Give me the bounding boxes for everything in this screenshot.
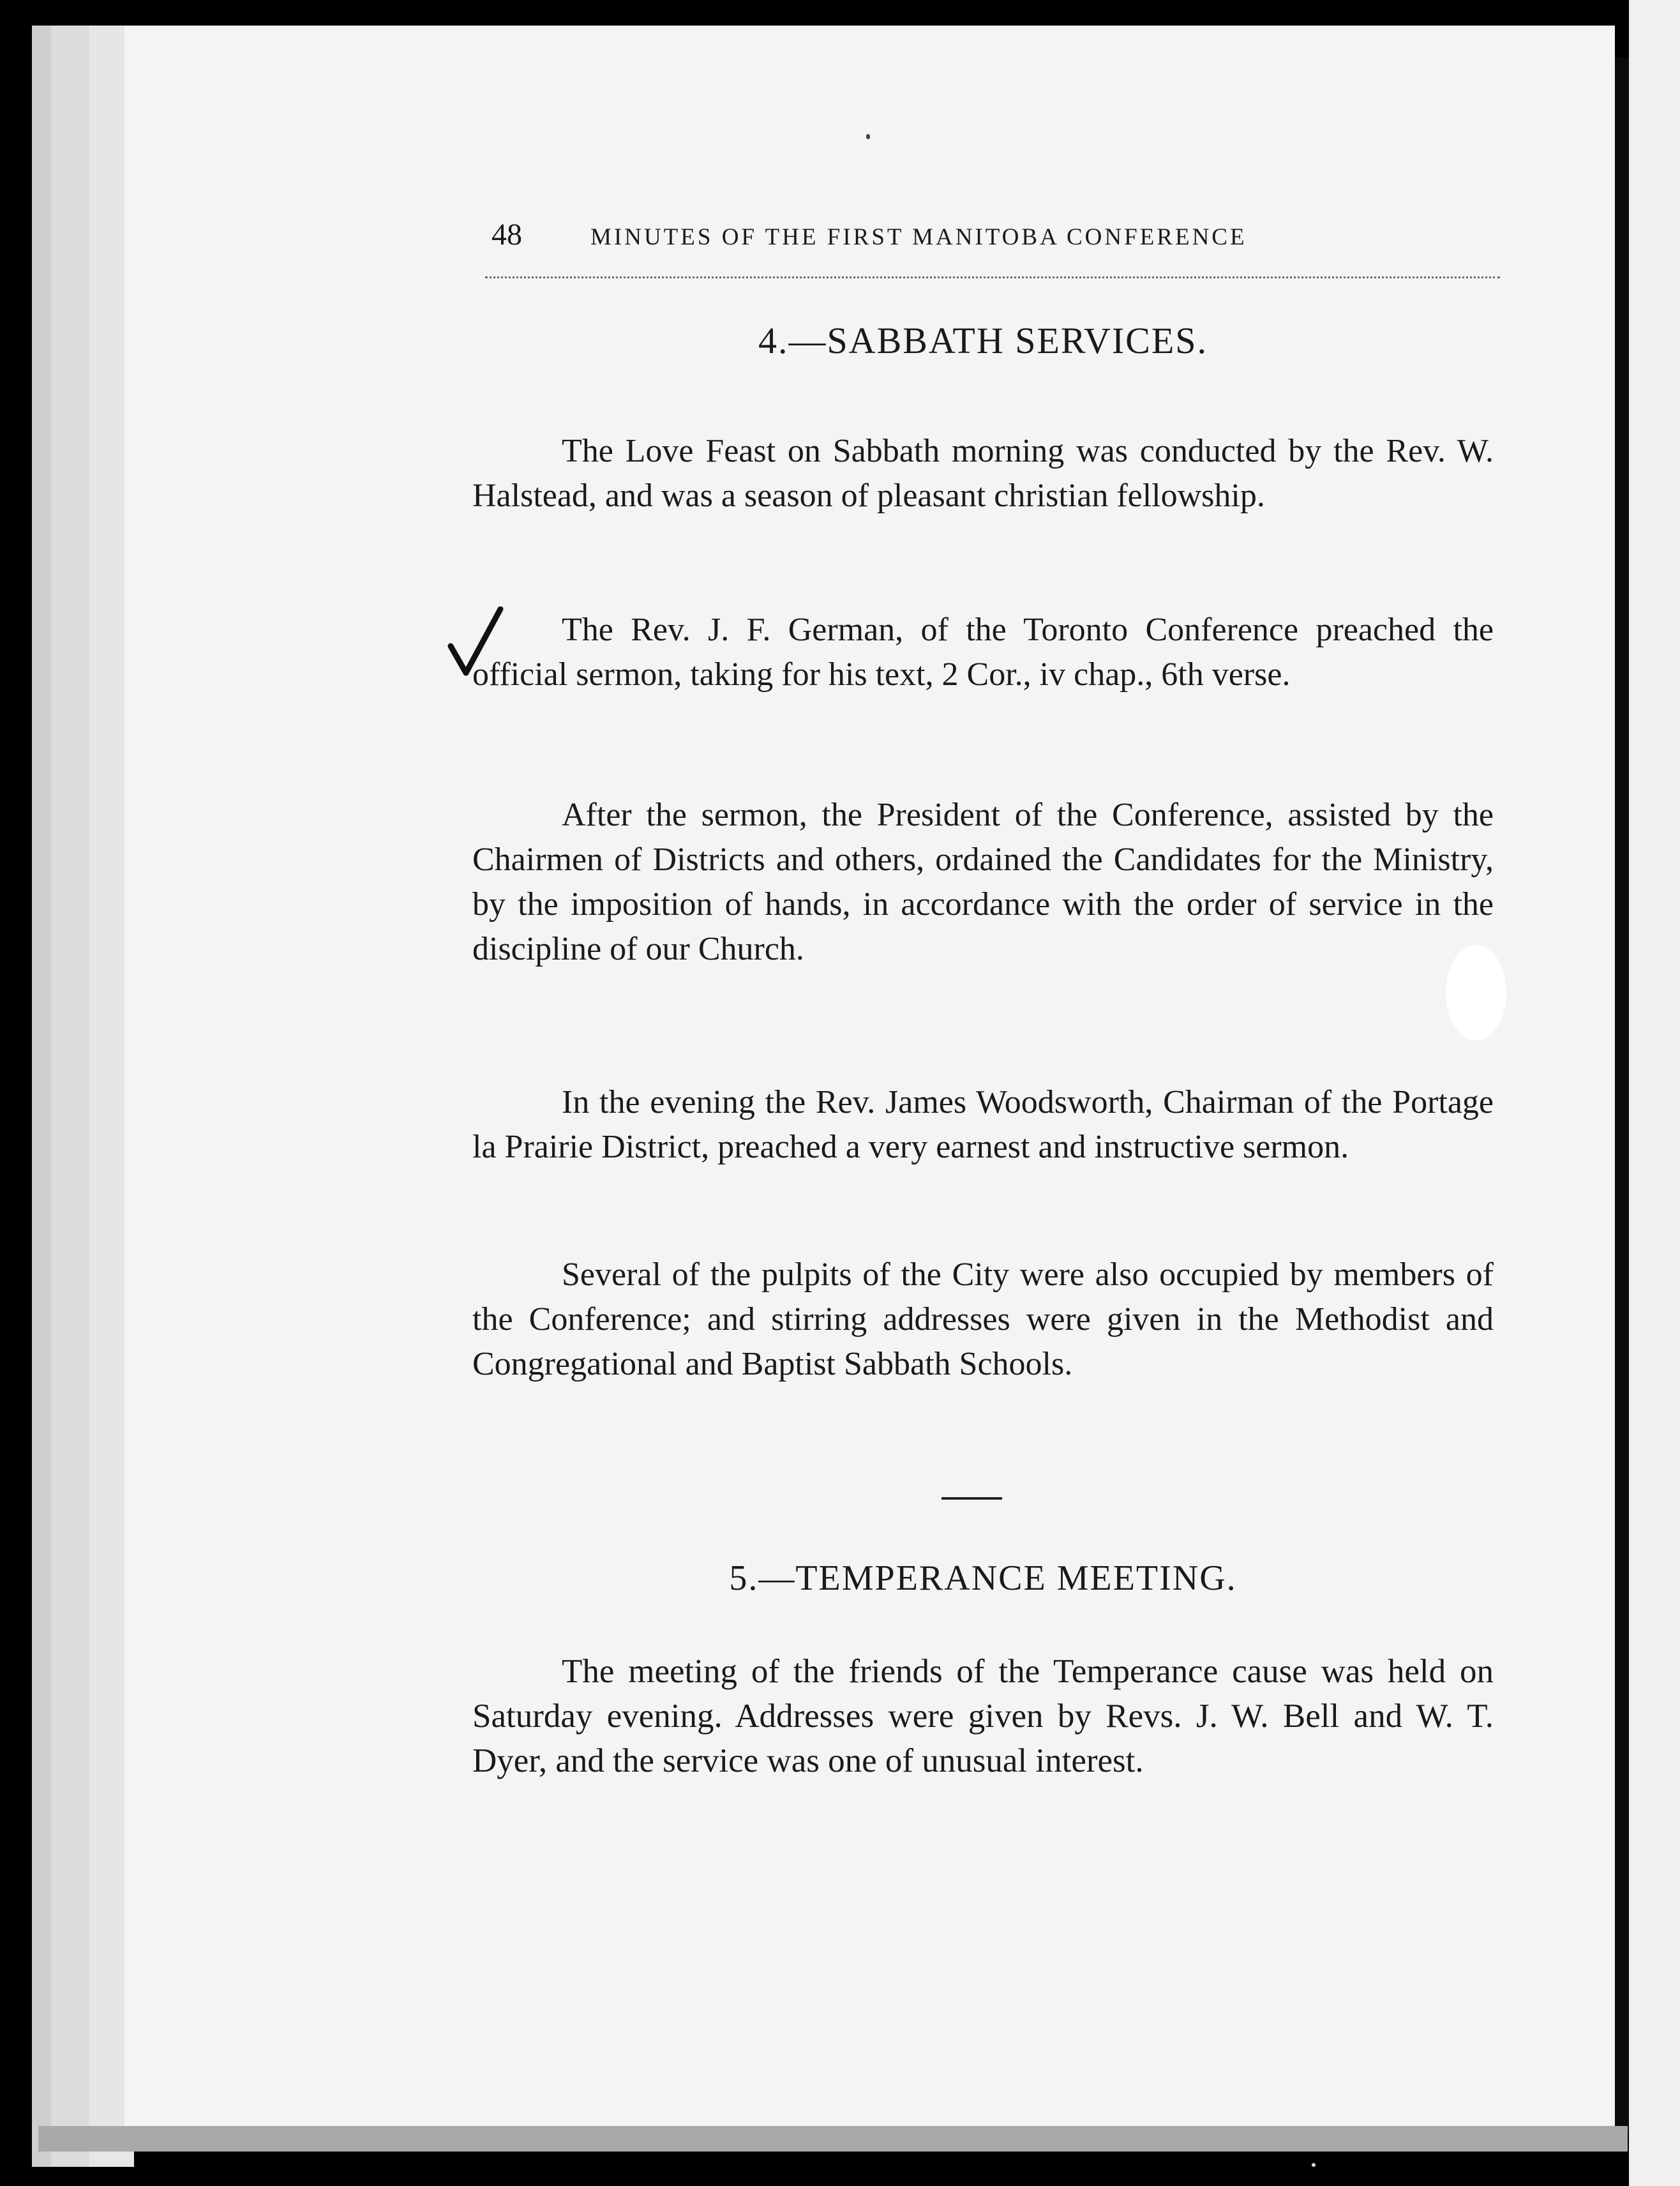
page-gutter-shadow (1615, 57, 1629, 2132)
paragraph: The Rev. J. F. German, of the Toronto Conference preached the official sermon, taking for his text, 2 Cor., iv chap., 6th verse. (472, 612, 1494, 693)
paragraph: After the sermon, the President of the Conference, assisted by the Chairmen of Districts and others, ordained the Candidates for the Ministry, by the imposition of hands, in accordance with the order of service in the discipline of our Church. (472, 797, 1494, 967)
adjacent-page-edge (1629, 0, 1680, 2186)
paragraph: The Love Feast on Sabbath morning was conducted by the Rev. W. Halstead, and was a season of pleasant christian fellowship. (472, 433, 1494, 514)
paragraph: Several of the pulpits of the City were also occupied by members of the Conference; and stirring addresses were given in the Methodist and Congregational and Baptist Sabbath Schools. (472, 1256, 1494, 1382)
check-mark-icon (447, 607, 504, 677)
paper-damage-hole (1446, 945, 1506, 1041)
header-rule (485, 276, 1500, 278)
scan-speck (1312, 2163, 1316, 2167)
page-number: 48 (491, 218, 522, 252)
page-bottom-shadow (38, 2126, 1628, 2152)
section-heading-temperance-meeting: 5.—TEMPERANCE MEETING. (729, 1558, 1237, 1598)
paragraph: In the evening the Rev. James Woodsworth, Chairman of the Portage la Prairie District, preached a very earnest and instructive sermon. (472, 1084, 1494, 1165)
running-title: MINUTES OF THE FIRST MANITOBA CONFERENCE (590, 224, 1247, 250)
scan-speck (866, 134, 870, 139)
paragraph: The meeting of the friends of the Temperance cause was held on Saturday evening. Addresses were given by Revs. J. W. Bell and W. T. Dyer, and the service was one of unusual interest. (472, 1653, 1494, 1779)
running-head (491, 217, 1423, 262)
page-edge-strip (32, 26, 51, 2167)
section-heading-sabbath-services: 4.—SABBATH SERVICES. (758, 320, 1208, 361)
section-divider-rule (941, 1497, 1002, 1500)
page-edge-strip (51, 26, 89, 2167)
